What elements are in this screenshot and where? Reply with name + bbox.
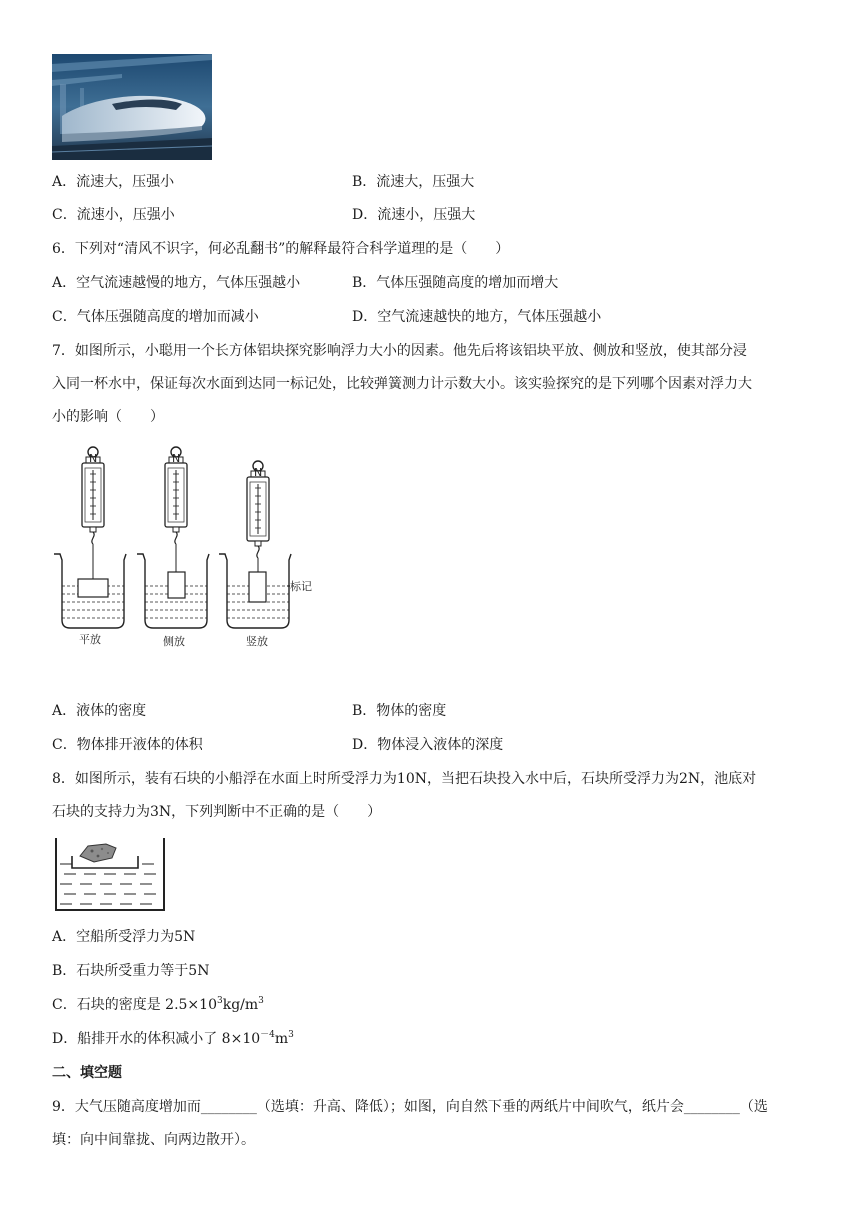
q8-option-d: D．船排开水的体积减小了 $8\times 10^{-4}m^3$ — [52, 1030, 294, 1047]
q9-stem-line-2: 填：向中间靠拢、向两边散开）。 — [52, 1132, 255, 1148]
q7-option-d: D．物体浸入液体的深度 — [352, 737, 504, 753]
q8-stem-line-1: 8．如图所示，装有石块的小船浮在水面上时所受浮力为10N，当把石块投入水中后，石块所受浮力为2N，池底对 — [52, 771, 757, 787]
block-upright — [249, 572, 266, 602]
svg-text:N: N — [254, 466, 263, 479]
svg-text:N: N — [89, 452, 98, 465]
spring-scale-beakers-figure — [50, 440, 320, 655]
q8-option-b: B．石块所受重力等于5N — [52, 963, 210, 979]
q7-stem-line-3: 小的影响（ ） — [52, 409, 164, 425]
label-flat: 平放 — [79, 633, 101, 646]
q7-option-b: B．物体的密度 — [352, 703, 447, 719]
q6-stem: 6．下列对“清风不识字，何必乱翻书”的解释最符合科学道理的是（ ） — [52, 241, 510, 257]
block-flat — [78, 579, 108, 597]
q5-option-c: C．流速小，压强小 — [52, 207, 175, 223]
bullet-train-photo — [52, 54, 212, 160]
q7-stem-line-2: 入同一杯水中，保证每次水面到达同一标记处，比较弹簧测力计示数大小。该实验探究的是下列哪个因素对浮力大 — [52, 376, 752, 392]
q8-stem-line-2: 石块的支持力为3N，下列判断中不正确的是（ ） — [52, 804, 382, 820]
q6-option-b: B．气体压强随高度的增加而增大 — [352, 275, 559, 291]
q5-option-d: D．流速小，压强大 — [352, 207, 476, 223]
q7-stem-line-1: 7．如图所示，小聪用一个长方体铝块探究影响浮力大小的因素。他先后将该铝块平放、侧放和竖放，使其部分浸 — [52, 343, 747, 359]
q5-option-b: B．流速大，压强大 — [352, 174, 475, 190]
q6-option-c: C．气体压强随高度的增加而减小 — [52, 309, 259, 325]
label-side: 侧放 — [163, 635, 185, 648]
q7-option-a: A．液体的密度 — [52, 703, 147, 719]
q7-option-c: C．物体排开液体的体积 — [52, 737, 203, 753]
label-upright: 竖放 — [246, 635, 268, 648]
q8-option-a: A．空船所受浮力为5N — [52, 929, 196, 945]
q5-option-a: A．流速大，压强小 — [52, 174, 175, 190]
mark-label: 标记 — [290, 580, 312, 593]
section-title-fill-in: 二、填空题 — [52, 1065, 122, 1081]
q6-option-a: A．空气流速越慢的地方，气体压强越小 — [52, 275, 301, 291]
svg-text:N: N — [172, 452, 181, 465]
q8-option-c: C．石块的密度是 $2.5\times 10^3kg/m^3$ — [52, 996, 264, 1013]
q6-option-d: D．空气流速越快的地方，气体压强越小 — [352, 309, 602, 325]
boat-stone-pool-figure — [50, 836, 170, 914]
q9-stem-line-1: 9．大气压随高度增加而________（选填：升高、降低）；如图，向自然下垂的两纸片中间吹气，纸片会________（选 — [52, 1099, 768, 1115]
block-side — [168, 572, 185, 598]
